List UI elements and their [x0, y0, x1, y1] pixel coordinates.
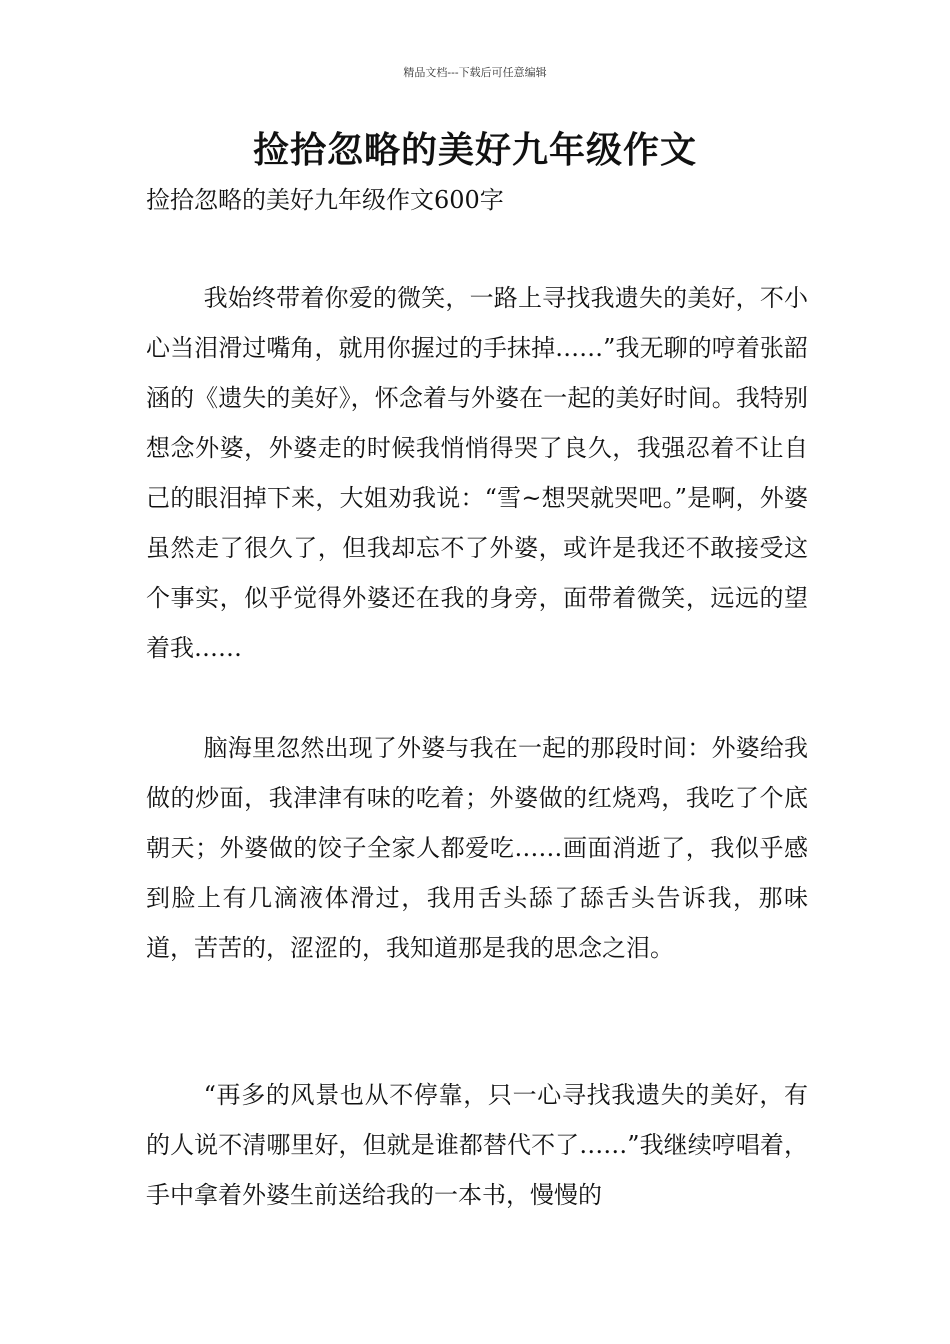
paragraph-2: 脑海里忽然出现了外婆与我在一起的那段时间：外婆给我做的炒面，我津津有味的吃着；外婆做的红烧鸡，我吃了个底朝天；外婆做的饺子全家人都爱吃……画面消逝了，我似乎感到脸上有几滴液体滑过，我用舌头舔了舔舌头告诉我，那味道，苦苦的，涩涩的，我知道那是我的思念之泪。	[146, 734, 808, 962]
document-subtitle: 捡拾忽略的美好九年级作文600字	[146, 186, 504, 214]
paragraph-3: “再多的风景也从不停靠，只一心寻找我遗失的美好，有的人说不清哪里好，但就是谁都替代不了……”我继续哼唱着，手中拿着外婆生前送给我的一本书，慢慢的	[146, 1081, 808, 1209]
document-title: 捡拾忽略的美好九年级作文	[252, 130, 697, 171]
page-header: 精品文档---下载后可任意编辑	[403, 66, 547, 79]
paragraph-1: 我始终带着你爱的微笑，一路上寻找我遗失的美好，不小心当泪滑过嘴角，就用你握过的手抹掉……”我无聊的哼着张韶涵的《遗失的美好》，怀念着与外婆在一起的美好时间。我特别想念外婆，外婆走的时候我悄悄得哭了良久，我强忍着不让自己的眼泪掉下来，大姐劝我说：“雪~想哭就哭吧。”是啊，外婆虽然走了很久了，但我却忘不了外婆，或许是我还不敢接受这个事实，似乎觉得外婆还在我的身旁，面带着微笑，远远的望着我……	[146, 284, 808, 662]
